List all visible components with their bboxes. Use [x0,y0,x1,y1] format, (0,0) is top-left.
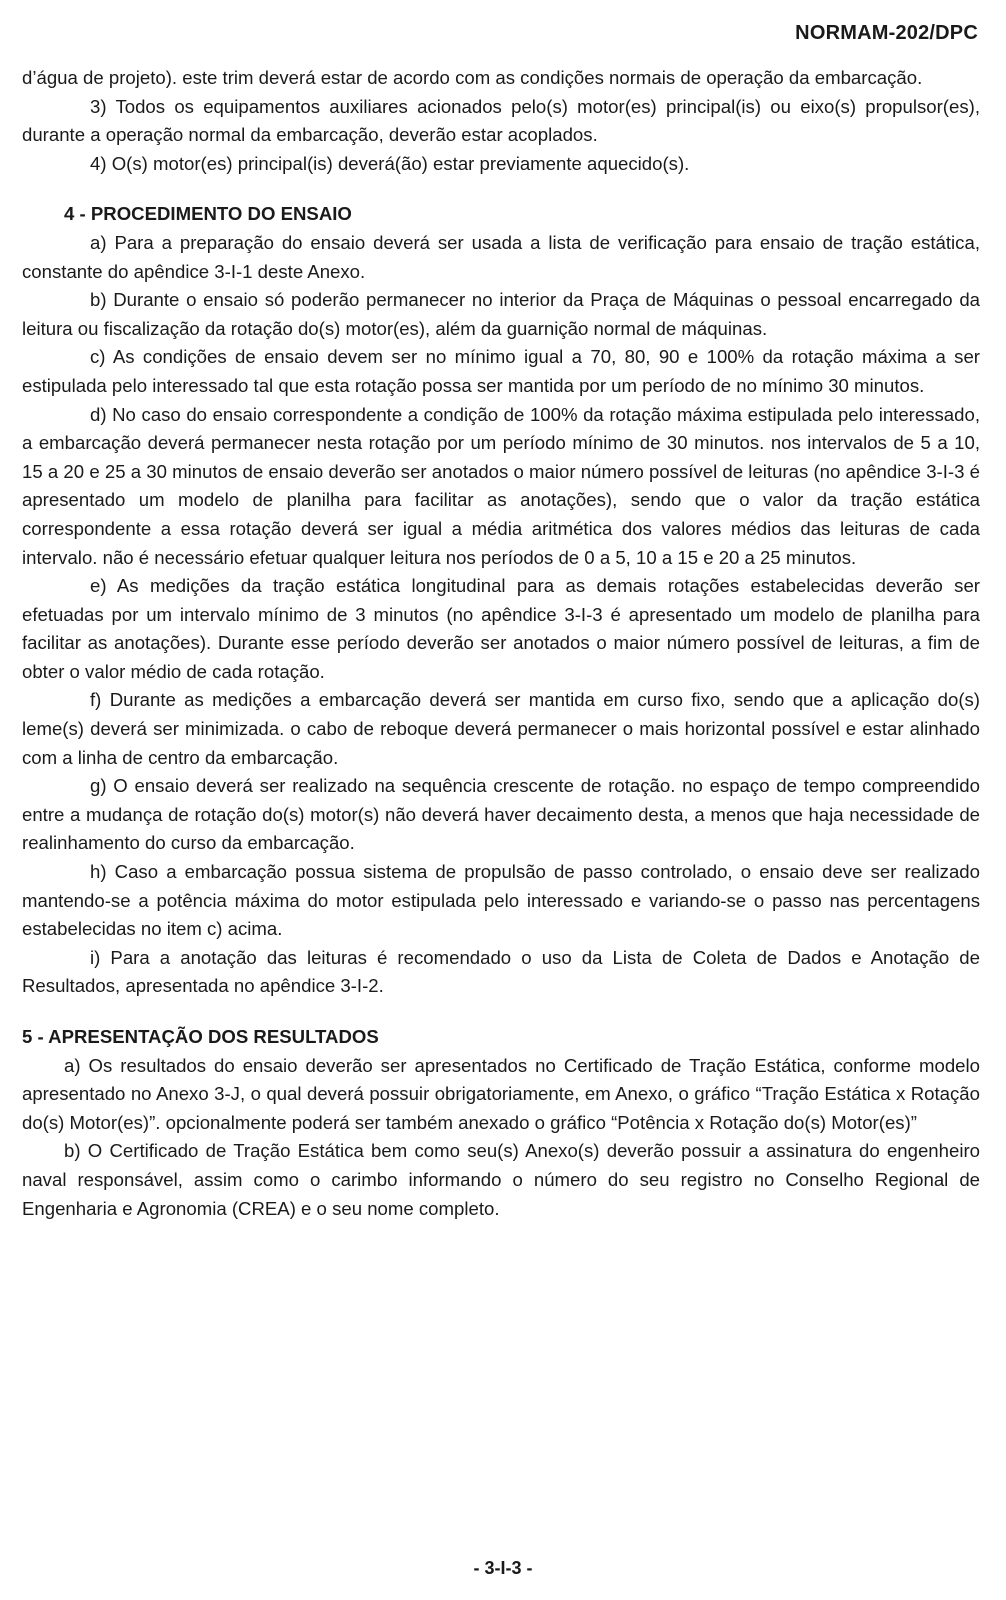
section-4-item-c: c) As condições de ensaio devem ser no mínimo igual a 70, 80, 90 e 100% da rotação máxima a ser estipulada pelo interessado tal que esta rotação possa ser mantida por um período de no mínimo 30 minutos. [22,346,980,396]
section-5-item-a: a) Os resultados do ensaio deverão ser apresentados no Certificado de Tração Estática, conforme modelo apresentado no Anexo 3-J, o qual deverá possuir obrigatoriamente, em Anexo, o gráfico “Tração Estática x Rotação do(s) Motor(es)”. opcionalmente poderá ser também anexado o gráfico “Potência x Rotação do(s) Motor(es)” [22,1054,980,1133]
paragraph-intro-3: 4) O(s) motor(es) principal(is) deverá(ão) estar previamente aquecido(s). [90,152,690,174]
paragraph-intro-2: 3) Todos os equipamentos auxiliares acionados pelo(s) motor(es) principal(is) ou eixo(s) propulsor(es), durante a operação normal da embarcação, deverão estar acoplados. [22,95,980,146]
paragraph-intro-1: d’água de projeto). este trim deverá estar de acordo com as condições normais de operação da embarcação. [22,67,923,88]
section-4-item-h: h) Caso a embarcação possua sistema de propulsão de passo controlado, o ensaio deve ser realizado mantendo-se a potência máxima do motor estipulada pelo interessado e variando-se o passo nas percentagens estabelecidas no item c) acima. [22,861,980,940]
document-header: NORMAM-202/DPC [795,22,978,44]
section-5-item-b: b) O Certificado de Tração Estática bem como seu(s) Anexo(s) deverão possuir a assinatura do engenheiro naval responsável, assim como o carimbo informando o número do seu registro no Conselho Regional de Engenharia e Agronomia (CREA) e o seu nome completo. [22,1140,980,1219]
section-4-heading: 4 - PROCEDIMENTO DO ENSAIO [64,203,352,225]
page-number: - 3-I-3 - [473,1558,533,1578]
section-5-heading: 5 - APRESENTAÇÃO DOS RESULTADOS [22,1026,379,1047]
section-4-item-g: g) O ensaio deverá ser realizado na sequência crescente de rotação. no espaço de tempo compreendido entre a mudança de rotação do(s) motor(s) não deverá haver decaimento desta, a menos que haja necessidade de realinhamento do curso da embarcação. [22,775,980,854]
section-4-item-d: d) No caso do ensaio correspondente a condição de 100% da rotação máxima estipulada pelo interessado, a embarcação deverá permanecer nesta rotação por um período mínimo de 30 minutos. nos intervalos de 5 a 10, 15 a 20 e 25 a 30 minutos de ensaio deverão ser anotados o maior número possível de leituras (no apêndice 3-I-3 é apresentado um modelo de planilha para facilitar as anotações), sendo que o valor da tração estática correspondente a essa rotação deverá ser igual a média aritmética dos valores médios das leituras de cada intervalo. não é necessário efetuar qualquer leitura nos períodos de 0 a 5, 10 a 15 e 20 a 25 minutos. [22,403,980,568]
section-4-item-b: b) Durante o ensaio só poderão permanecer no interior da Praça de Máquinas o pessoal encarregado da leitura ou fiscalização da rotação do(s) motor(es), além da guarnição normal de máquinas. [22,289,980,339]
section-4-item-a: a) Para a preparação do ensaio deverá ser usada a lista de verificação para ensaio de tração estática, constante do apêndice 3-I-1 deste Anexo. [22,231,980,282]
section-4-item-i: i) Para a anotação das leituras é recomendado o uso da Lista de Coleta de Dados e Anotação de Resultados, apresentada no apêndice 3-I-2. [22,946,980,997]
section-4-item-f: f) Durante as medições a embarcação deverá ser mantida em curso fixo, sendo que a aplicação do(s) leme(s) deverá ser minimizada. o cabo de reboque deverá permanecer o mais horizontal possível e estar alinhado com a linha de centro da embarcação. [22,689,980,768]
document-body [22,64,980,1223]
section-4-item-e: e) As medições da tração estática longitudinal para as demais rotações estabelecidas deverão ser efetuadas por um intervalo mínimo de 3 minutos (no apêndice 3-I-3 é apresentado um modelo de planilha para facilitar as anotações). Durante esse período deverão ser anotados o maior número possível de leituras, a fim de obter o valor médio de cada rotação. [22,575,980,682]
